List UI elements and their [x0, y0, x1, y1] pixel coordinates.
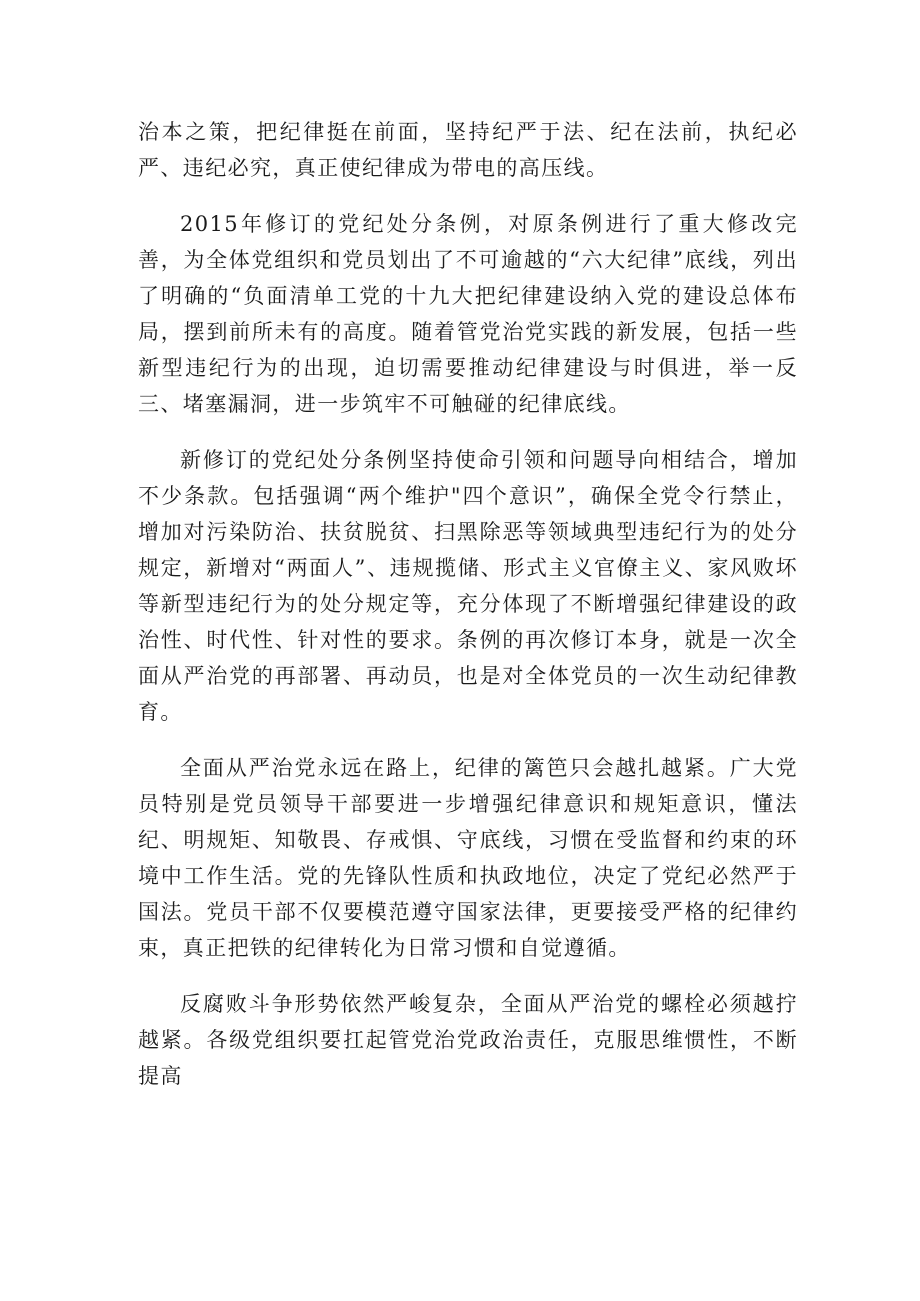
document-body [138, 114, 798, 1114]
paragraph-3: 新修订的党纪处分条例坚持使命引领和问题导向相结合，增加不少条款。包括强调“两个维护"四个意识”，确保全党令行禁止，增加对污染防治、扶贫脱贫、扫黑除恶等领域典型违纪行为的处分规定，新增对“两面人”、违规揽储、形式主义官僚主义、家风败坏等新型违纪行为的处分规定等，充分体现了不断增强纪律建设的政治性、时代性、针对性的要求。条例的再次修订本身，就是一次全面从严治党的再部署、再动员，也是对全体党员的一次生动纪律教育。 [138, 448, 798, 724]
paragraph-4: 全面从严治党永远在路上，纪律的篱笆只会越扎越紧。广大党员特别是党员领导干部要进一步增强纪律意识和规矩意识，懂法纪、明规矩、知敬畏、存戒惧、守底线，习惯在受监督和约束的环境中工作生活。党的先锋队性质和执政地位，决定了党纪必然严于国法。党员干部不仅要模范遵守国家法律，更要接受严格的纪律约束，真正把铁的纪律转化为日常习惯和自觉遵循。 [138, 756, 798, 960]
paragraph-5: 反腐败斗争形势依然严峻复杂，全面从严治党的螺栓必须越拧越紧。各级党组织要扛起管党治党政治责任，克服思维惯性，不断提高 [138, 992, 798, 1088]
paragraph-2: 2015年修订的党纪处分条例，对原条例进行了重大修改完善，为全体党组织和党员划出了不可逾越的“六大纪律”底线，列出了明确的“负面清单工党的十九大把纪律建设纳入党的建设总体布局，摆到前所未有的高度。随着管党治党实践的新发展，包括一些新型违纪行为的出现，迫切需要推动纪律建设与时俱进，举一反三、堵塞漏洞，进一步筑牢不可触碰的纪律底线。 [138, 212, 798, 416]
paragraph-1: 治本之策，把纪律挺在前面，坚持纪严于法、纪在法前，执纪必严、违纪必究，真正使纪律成为带电的高压线。 [138, 120, 798, 180]
